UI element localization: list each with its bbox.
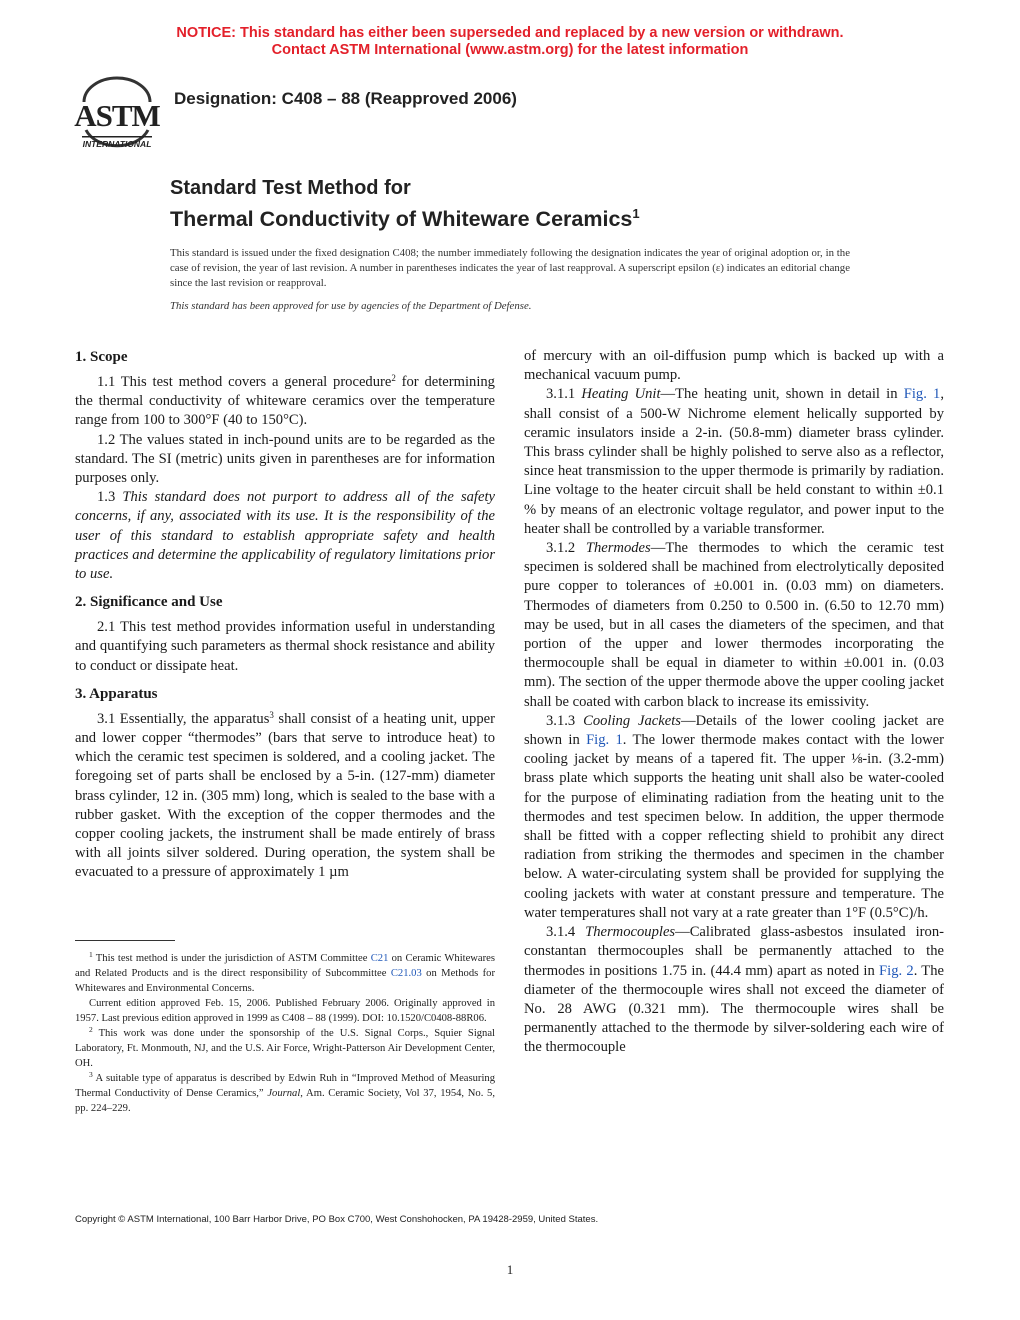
paragraph-3-1-3: 3.1.3 Cooling Jackets—Details of the lower cooling jacket are shown in Fig. 1. The lower thermode makes contact with the lower cooling jacket by means of a tapered fit. The upper ⅛-in. (3.2-mm) brass plate which supports the heating unit shall also be water-cooled for the purpose of eliminating radiation from the heating unit to the thermodes and test specimen below. In addition, the upper thermode shall be fitted with a copper reflecting shield to prohibit any direct radiation from striking the thermodes and specimen in the chamber below. A water-circulating system shall be provided for supplying the cooling jackets with water at constant pressure and temperature. The water temperatures shall not vary at a rate greater than 1°F (0.5°C)/h. bbox=[524, 712, 944, 921]
page-title bbox=[170, 175, 640, 232]
copyright: Copyright © ASTM International, 100 Barr Harbor Drive, PO Box C700, West Conshohocken, PA 19428-2959, United States. bbox=[75, 1214, 599, 1225]
notice-line-1: NOTICE: This standard has either been superseded and replaced by a new version or withdrawn. bbox=[176, 25, 844, 41]
paragraph-3-1-2: 3.1.2 Thermodes—The thermodes to which the ceramic test specimen is soldered shall be machined from electrolytically deposited pure copper to tolerances of ±0.001 in. (0.03 mm) on diameters. Thermodes of diameters from 0.250 to 0.500 in. (6.50 to 12.70 mm) may be used, but in all cases the diameters of the specimen, and that portion of the upper and lower thermodes incorporating the thermocouple shall be equal in diameter to within ±0.001 in. (0.03 mm). The section of the upper thermode above the upper cooling jacket shall be coated with carbon black to increase its emissivity. bbox=[524, 540, 944, 710]
left-column bbox=[75, 347, 495, 883]
right-column bbox=[524, 347, 944, 1058]
footnote-1-edition: Current edition approved Feb. 15, 2006. Published February 2006. Originally approved in 1957. Last previous edition approved in 1999 as C408 – 88 (1999). DOI: 10.1520/C0408-88R06. bbox=[75, 998, 495, 1024]
paragraph-3-1-continued: of mercury with an oil-diffusion pump which is backed up with a mechanical vacuum pump. bbox=[524, 348, 944, 384]
title-line-1: Standard Test Method for bbox=[170, 177, 411, 199]
title-line-2: Thermal Conductivity of Whiteware Ceramics$^1$ bbox=[170, 206, 640, 232]
svg-text:INTERNATIONAL: INTERNATIONAL bbox=[82, 139, 152, 149]
footnote-2: $^2$ This work was done under the sponsorship of the U.S. Signal Corps., Squier Signal Laboratory, Ft. Monmouth, NJ, and the U.S. Air Force, Wright-Patterson Air Development Center, OH. bbox=[75, 1025, 495, 1069]
paragraph-1-3: 1.3 This standard does not purport to address all of the safety concerns, if any, associated with its use. It is the responsibility of the user of this standard to establish appropriate safety and health practices and determine the applicability of regulatory limitations prior to use. bbox=[75, 489, 495, 583]
paragraph-3-1-4: 3.1.4 Thermocouples—Calibrated glass-asbestos insulated iron-constantan thermocouples shall be permanently attached to the thermodes in positions 1.75 in. (44.4 mm) apart as noted in Fig. 2. The diameter of the thermocouple wires shall not exceed the diameter of No. 28 AWG (0.321 mm). The thermocouple wires shall be permanently attached to the thermode by silver-soldering each wire of the thermocouple bbox=[524, 924, 944, 1056]
notice-banner bbox=[0, 25, 1020, 59]
title-footnote-ref[interactable]: 1 bbox=[632, 206, 640, 221]
footnote-divider bbox=[75, 940, 175, 941]
paragraph-2-1: 2.1 This test method provides information useful in understanding and quantifying such parameters as thermal shock resistance and ability to conduct or dissipate heat. bbox=[75, 619, 495, 674]
designation: Designation: C408 – 88 (Reapproved 2006) bbox=[174, 89, 517, 108]
page-number: 1 bbox=[506, 1262, 514, 1277]
footnote-3: $^3$ A suitable type of apparatus is described by Edwin Ruh in “Improved Method of Measuring Thermal Conductivity of Dense Ceramics,” Journal, Am. Ceramic Society, Vol 37, 1954, No. 5, pp. 224–229. bbox=[75, 1070, 495, 1114]
issuance-note: This standard is issued under the fixed designation C408; the number immediately following the designation indicates the year of original adoption or, in the case of revision, the year of last revision. A number in parentheses indicates the year of last reapproval. A superscript epsilon (ε) indicates an editorial change since the last revision or reapproval. bbox=[170, 247, 850, 289]
committee-c21-link[interactable]: C21 bbox=[370, 953, 389, 964]
section-heading-apparatus: 3. Apparatus bbox=[75, 685, 158, 702]
fig-1-link[interactable]: Fig. 1 bbox=[903, 386, 941, 403]
notice-line-2: Contact ASTM International (www.astm.org) for the latest information bbox=[271, 42, 749, 58]
paragraph-3-1-1: 3.1.1 Heating Unit—The heating unit, shown in detail in Fig. 1, shall consist of a 500-W Nichrome element helically supported by ceramic insulators inside a 2-in. (50.8-mm) diameter brass cylinder. This brass cylinder shall be highly polished to serve also as a reflector, since heat transmission to the upper thermode is primarily by radiation. Line voltage to the heater circuit shall be held constant to within ±0.1 % by means of an electronic voltage regulator, and power input to the heater shall be controlled by a variable transformer. bbox=[524, 386, 944, 537]
dod-approval-note: This standard has been approved for use by agencies of the Department of Defense. bbox=[170, 300, 532, 312]
footnotes bbox=[75, 951, 495, 1116]
section-heading-significance: 2. Significance and Use bbox=[75, 594, 223, 611]
fig-1-link[interactable]: Fig. 1 bbox=[586, 732, 623, 749]
paragraph-3-1: 3.1 Essentially, the apparatus$^3$ shall consist of a heating unit, upper and lower copper “thermodes” (bars that serve to introduce heat) to which the ceramic test specimen is soldered, and a cooling jacket. The foregoing set of parts shall be enclosed by a 5-in. (127-mm) diameter brass cylinder, 12 in. (305 mm) long, which is sealed to the base with a rubber gasket. With the exception of the copper thermodes and the copper cooling jackets, the instrument shall be made entirely of brass with all joints silver soldered. During operation, the system shall be evacuated to a pressure of approximately 1 µm bbox=[75, 709, 495, 881]
section-heading-scope: 1. Scope bbox=[75, 349, 128, 365]
paragraph-1-2: 1.2 The values stated in inch-pound units are to be regarded as the standard. The SI (metric) units given in parentheses are for information purposes only. bbox=[75, 431, 495, 487]
svg-text:ASTM: ASTM bbox=[74, 98, 160, 133]
footnote-ref-3[interactable]: 3 bbox=[269, 709, 274, 720]
footnote-1: $^1$ This test method is under the jurisdiction of ASTM Committee C21 on Ceramic Whitewares and Related Products and is the direct responsibility of Subcommittee C21.03 on Methods for Whitewares and Environmental Concerns. bbox=[75, 950, 495, 994]
astm-logo-icon bbox=[72, 74, 162, 152]
fig-2-link[interactable]: Fig. 2 bbox=[879, 962, 914, 979]
subcommittee-c21-03-link[interactable]: C21.03 bbox=[390, 968, 422, 979]
paragraph-1-1: 1.1 This test method covers a general procedure$^2$ for determining the thermal conductivity of whiteware ceramics over the temperature range from 100 to 300°F (40 to 150°C). bbox=[75, 373, 495, 429]
footnote-ref-2[interactable]: 2 bbox=[391, 373, 396, 383]
